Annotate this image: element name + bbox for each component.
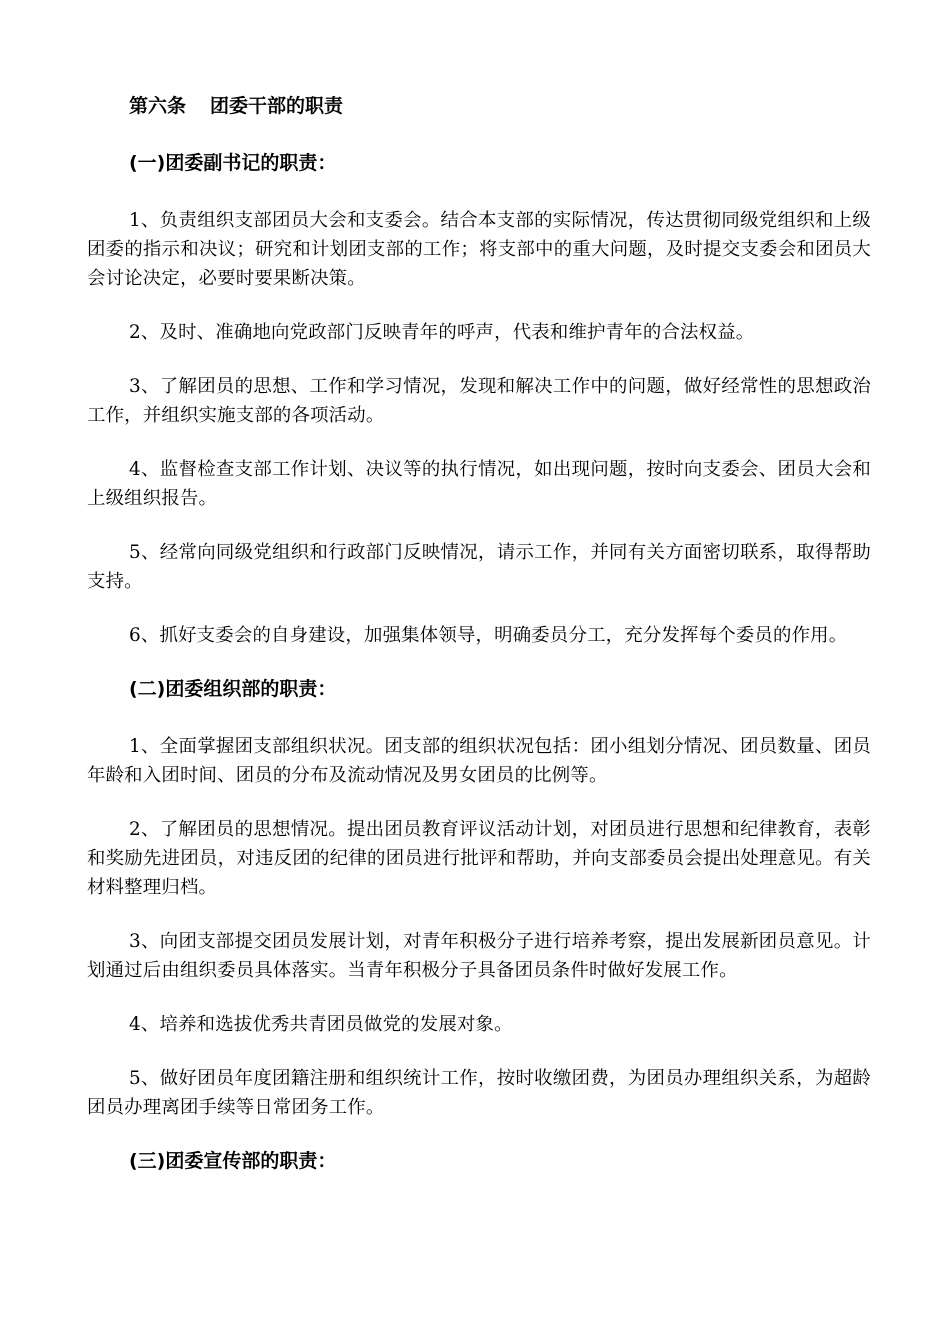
section-2-item-4: 4、培养和选拔优秀共青团员做党的发展对象。 xyxy=(129,1014,513,1035)
section-2-item-3: 3、向团支部提交团员发展计划，对青年积极分子进行培养考察，提出发展新团员意见。计划通过后由组织委员具体落实。当青年积极分子具备团员条件时做好发展工作。 xyxy=(87,931,871,981)
section-2-item-5: 5、做好团员年度团籍注册和组织统计工作，按时收缴团费，为团员办理组织关系，为超龄团员办理离团手续等日常团务工作。 xyxy=(87,1068,871,1118)
section-1-item-3: 3、了解团员的思想、工作和学习情况，发现和解决工作中的问题，做好经常性的思想政治工作，并组织实施支部的各项活动。 xyxy=(87,376,871,426)
section-2-item-1: 1、全面掌握团支部组织状况。团支部的组织状况包括：团小组划分情况、团员数量、团员年龄和入团时间、团员的分布及流动情况及男女团员的比例等。 xyxy=(87,736,871,786)
section-heading-3: (三)团委宣传部的职责： xyxy=(129,1150,337,1172)
section-1-item-6: 6、抓好支委会的自身建设，加强集体领导，明确委员分工，充分发挥每个委员的作用。 xyxy=(129,625,848,646)
section-heading-2: (二)团委组织部的职责： xyxy=(129,678,337,700)
section-1-item-5: 5、经常向同级党组织和行政部门反映情况，请示工作，并同有关方面密切联系，取得帮助支持。 xyxy=(87,542,871,592)
section-2-item-2: 2、了解团员的思想情况。提出团员教育评议活动计划，对团员进行思想和纪律教育，表彰和奖励先进团员，对违反团的纪律的团员进行批评和帮助，并向支部委员会提出处理意见。有关材料整理归档。 xyxy=(87,819,871,898)
section-1-item-1: 1、负责组织支部团员大会和支委会。结合本支部的实际情况，传达贯彻同级党组织和上级团委的指示和决议；研究和计划团支部的工作；将支部中的重大问题，及时提交支委会和团员大会讨论决定，必要时要果断决策。 xyxy=(87,210,871,289)
section-1-item-4: 4、监督检查支部工作计划、决议等的执行情况，如出现问题，按时向支委会、团员大会和上级组织报告。 xyxy=(87,459,871,509)
article-heading xyxy=(87,92,871,121)
section-1-item-2: 2、及时、准确地向党政部门反映青年的呼声，代表和维护青年的合法权益。 xyxy=(129,322,755,343)
article-title: 团委干部的职责 xyxy=(210,95,344,117)
document-page xyxy=(87,92,871,1204)
section-heading-1: (一)团委副书记的职责： xyxy=(129,152,337,174)
article-number: 第六条 xyxy=(129,95,187,117)
